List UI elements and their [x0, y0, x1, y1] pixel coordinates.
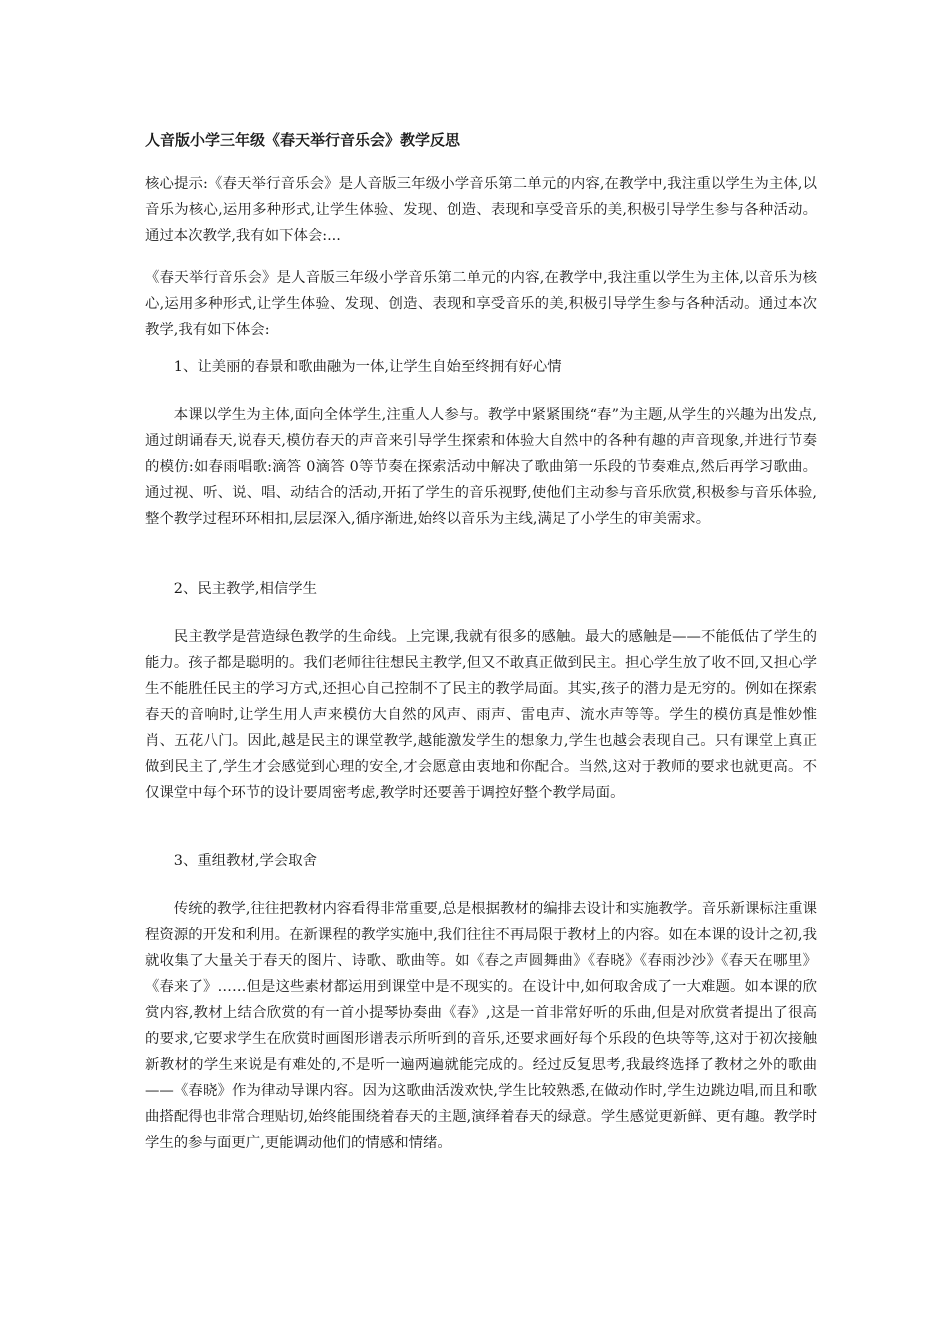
section-1-heading: 1、让美丽的春景和歌曲融为一体,让学生自始至终拥有好心情 [173, 359, 562, 375]
section-3-heading: 3、重组教材,学会取舍 [173, 853, 318, 869]
document-title: 人音版小学三年级《春天举行音乐会》教学反思 [145, 131, 461, 149]
section-2-body: 民主教学是营造绿色教学的生命线。上完课,我就有很多的感触。最大的感触是——不能低估了学生的能力。孩子都是聪明的。我们老师往往想民主教学,但又不敢真正做到民主。担心学生放了收不回,又担心学生不能胜任民主的学习方式,还担心自己控制不了民主的教学局面。其实,孩子的潜力是无穷的。例如在探索春天的音响时,让学生用人声来模仿大自然的风声、雨声、雷电声、流水声等等。学生的模仿真是惟妙惟肖、五花八门。因此,越是民主的课堂教学,越能激发学生的想象力,学生也越会表现自己。只有课堂上真正做到民主了,学生才会感觉到心理的安全,才会愿意由衷地和你配合。当然,这对于教师的要求也就更高。不仅课堂中每个环节的设计要周密考虑,教学时还要善于调控好整个教学局面。 [145, 629, 817, 801]
section-3-body: 传统的教学,往往把教材内容看得非常重要,总是根据教材的编排去设计和实施教学。音乐新课标注重课程资源的开发和利用。在新课程的教学实施中,我们往往不再局限于教材上的内容。如在本课的设计之初,我就收集了大量关于春天的图片、诗歌、歌曲等。如《春之声圆舞曲》《春晓》《春雨沙沙》《春天在哪里》《春来了》……但是这些素材都运用到课堂中是不现实的。在设计中,如何取舍成了一大难题。如本课的欣赏内容,教材上结合欣赏的有一首小提琴协奏曲《春》,这是一首非常好听的乐曲,但是对欣赏者提出了很高的要求,它要求学生在欣赏时画图形谱表示所听到的音乐,还要求画好每个乐段的色块等等,这对于初次接触新教材的学生来说是有难处的,不是听一遍两遍就能完成的。经过反复思考,我最终选择了教材之外的歌曲——《春晓》作为律动导课内容。因为这歌曲活泼欢快,学生比较熟悉,在做动作时,学生边跳边唱,而且和歌曲搭配得也非常合理贴切,始终能围绕着春天的主题,演绎着春天的绿意。学生感觉更新鲜、更有趣。教学时学生的参与面更广,更能调动他们的情感和情绪。 [145, 901, 817, 1151]
summary-paragraph: 核心提示:《春天举行音乐会》是人音版三年级小学音乐第二单元的内容,在教学中,我注重以学生为主体,以音乐为核心,运用多种形式,让学生体验、发现、创造、表现和享受音乐的美,积极引导学生参与各种活动。通过本次教学,我有如下体会:... [145, 176, 817, 244]
intro-paragraph: 《春天举行音乐会》是人音版三年级小学音乐第二单元的内容,在教学中,我注重以学生为主体,以音乐为核心,运用多种形式,让学生体验、发现、创造、表现和享受音乐的美,积极引导学生参与各种活动。通过本次教学,我有如下体会: [145, 270, 817, 338]
section-2-heading: 2、民主教学,相信学生 [173, 581, 318, 597]
section-1-body: 本课以学生为主体,面向全体学生,注重人人参与。教学中紧紧围绕“春”为主题,从学生的兴趣为出发点,通过朗诵春天,说春天,模仿春天的声音来引导学生探索和体验大自然中的各种有趣的声音现象,并进行节奏的模仿:如春雨唱歌:滴答 0滴答 0等节奏在探索活动中解决了歌曲第一乐段的节奏难点,然后再学习歌曲。通过视、听、说、唱、动结合的活动,开拓了学生的音乐视野,使他们主动参与音乐欣赏,积极参与音乐体验,整个教学过程环环相扣,层层深入,循序渐进,始终以音乐为主线,满足了小学生的审美需求。 [145, 407, 817, 527]
